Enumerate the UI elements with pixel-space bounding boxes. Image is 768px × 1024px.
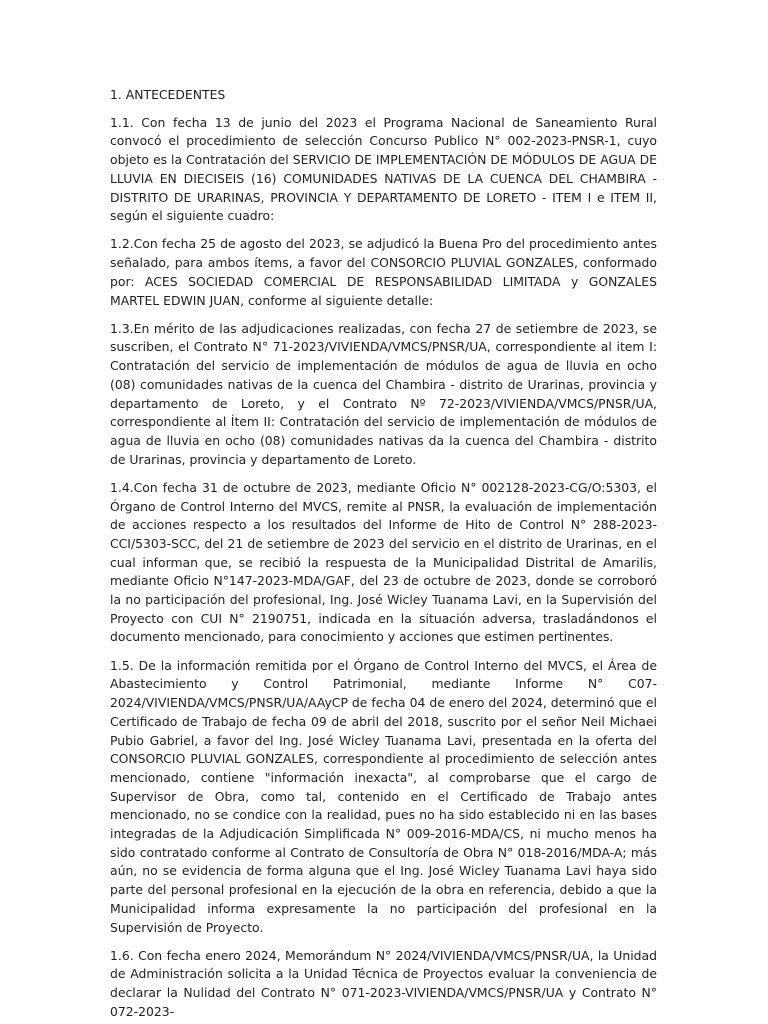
paragraph-1-6: 1.6. Con fecha enero 2024, Memorándum N° 2024/VIVIENDA/VMCS/PNSR/UA, la Unidad de Administración solicita a la Unidad Técnica de Proyectos evaluar la conveniencia de declarar la Nulidad del Contrato N° 071-2023-VIVIENDA/VMCS/PNSR/UA y Contrato N° 072-2023- <box>110 947 657 1019</box>
section-heading: 1. ANTECEDENTES <box>110 87 226 102</box>
paragraph-1-4: 1.4.Con fecha 31 de octubre de 2023, mediante Oficio N° 002128-2023-CG/O:5303, el Órgano de Control Interno del MVCS, remite al PNSR, la evaluación de implementación de acciones respecto a los resultados del Informe de Hito de Control N° 288-2023-CCI/5303-SCC, del 21 de setiembre de 2023 del servicio en el distrito de Urarinas, en el cual informan que, se recibió la respuesta de la Municipalidad Distrital de Amarilis, mediante Oficio N°147-2023-MDA/GAF, del 23 de octubre de 2023, donde se corroboró la no participación del profesional, Ing. José Wicley Tuanama Lavi, en la Supervisión del Proyecto con CUI N° 2190751, indicada en la situación adversa, trasladándonos el documento mencionado, para conocimiento y acciones que estimen pertinentes. <box>110 479 657 645</box>
paragraph-1-5: 1.5. De la información remitida por el Órgano de Control Interno del MVCS, el Área de Abastecimiento y Control Patrimonial, mediante Informe N° C07-2024/VIVIENDA/VMCS/PNSR/UA/AAyCP de fecha 04 de enero del 2024, determinó que el Certificado de Trabajo de fecha 09 de abril del 2018, suscrito por el señor Neil Michaei Pubio Gabriel, a favor del Ing. José Wicley Tuanama Lavi, presentada en la oferta del CONSORCIO PLUVIAL GONZALES, correspondiente al procedimiento de selección antes mencionado, contiene "información inexacta", al comprobarse que el cargo de Supervisor de Obra, como tal, contenido en el Certificado de Trabajo antes mencionado, no se condice con la realidad, pues no ha sido establecido ni en las bases integradas de la Adjudicación Simplificada N° 009-2016-MDA/CS, ni mucho menos ha sido contratado conforme al Contrato de Consultoría de Obra N° 018-2016/MDA-A; más aún, no se evidencia de forma alguna que el Ing. José Wicley Tuanama Lavi haya sido parte del personal profesional en la ejecución de la obra en referencia, debido a que la Municipalidad informa expresamente la no participación del profesional en la Supervisión de Proyecto. <box>110 657 657 935</box>
paragraph-1-3: 1.3.En mérito de las adjudicaciones realizadas, con fecha 27 de setiembre de 2023, se suscriben, el Contrato N° 71-2023/VIVIENDA/VMCS/PNSR/UA, correspondiente al item I: Contratación del servicio de implementación de módulos de agua de lluvia en ocho (08) comunidades nativas de la cuenca del Chambira - distrito de Urarinas, provincia y departamento de Loreto, y el Contrato Nº 72-2023/VIVIENDA/VMCS/PNSR/UA, correspondiente al Ítem II: Contratación del servicio de implementación de módulos de agua de lluvia en ocho (08) comunidades nativas da la cuenca del Chambira - distrito de Urarinas, provincia y departamento de Loreto. <box>110 320 657 467</box>
document-body <box>110 86 657 1022</box>
paragraph-1-1: 1.1. Con fecha 13 de junio del 2023 el Programa Nacional de Saneamiento Rural convocó el procedimiento de selección Concurso Publico N° 002-2023-PNSR-1, cuyo objeto es la Contratación del SERVICIO DE IMPLEMENTACIÓN DE MÓDULOS DE AGUA DE LLUVIA EN DIECISEIS (16) COMUNIDADES NATIVAS DE LA CUENCA DEL CHAMBIRA - DISTRITO DE URARINAS, PROVINCIA Y DEPARTAMENTO DE LORETO - ITEM I e ITEM II, según el siguiente cuadro: <box>110 114 657 224</box>
paragraph-1-2: 1.2.Con fecha 25 de agosto del 2023, se adjudicó la Buena Pro del procedimiento antes señalado, para ambos ítems, a favor del CONSORCIO PLUVIAL GONZALES, conformado por: ACES SOCIEDAD COMERCIAL DE RESPONSABILIDAD LIMITADA y GONZALES MARTEL EDWIN JUAN, conforme al siguiente detalle: <box>110 236 657 308</box>
